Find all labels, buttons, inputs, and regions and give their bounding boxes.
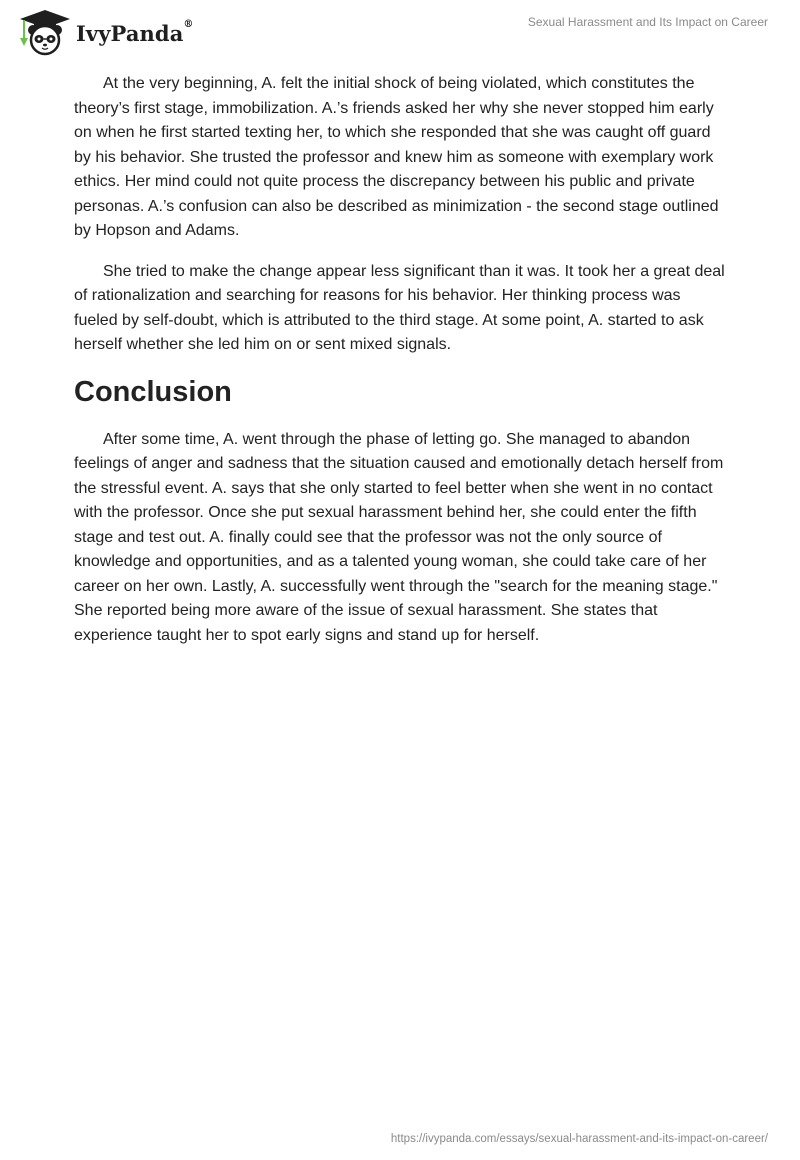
essay-content — [74, 72, 726, 664]
conclusion-heading: Conclusion — [74, 375, 232, 408]
brand-name-text: IvyPanda — [76, 20, 184, 46]
body-paragraph-2: She tried to make the change appear less significant than it was. It took her a great deal of rationalization and searching for reasons for his behavior. Her thinking process was fueled by self-doubt, which is attributed to the third stage. At some point, A. started to ask herself whether she led him on or sent mixed signals. — [74, 262, 725, 353]
source-url-link[interactable]: https://ivypanda.com/essays/sexual-harassment-and-its-impact-on-career/ — [390, 1133, 768, 1145]
ivypanda-logo[interactable] — [16, 8, 194, 58]
registered-mark: ® — [183, 18, 194, 30]
conclusion-paragraph: After some time, A. went through the phase of letting go. She managed to abandon feelings of anger and sadness that the situation caused and emotionally detach herself from the stressful event. A. says that she only started to feel better when she went in no contact with the professor. Once she put sexual harassment behind her, she could enter the fifth stage and test out. A. finally could see that the professor was not the only source of knowledge and opportunities, and as a talented young woman, she could take care of her career on her own. Lastly, A. successfully went through the "search for the meaning stage." She reported being more aware of the issue of sexual harassment. She states that experience taught her to spot early signs and stand up for herself. — [74, 430, 724, 644]
document-title: Sexual Harassment and Its Impact on Career — [527, 15, 768, 29]
body-paragraph-1: At the very beginning, A. felt the initial shock of being violated, which constitutes the theory’s first stage, immobilization. A.’s friends asked her why she never stopped him early on when he first started texting her, to which she responded that she was caught off guard by his behavior. She trusted the professor and knew him as someone with exemplary work ethics. Her mind could not quite process the discrepancy between his public and private personas. A.’s confusion can also be described as minimization - the second stage outlined by Hopson and Adams. — [74, 75, 719, 239]
brand-name — [76, 18, 194, 46]
panda-graduate-icon — [16, 8, 74, 58]
page-header — [0, 0, 800, 64]
